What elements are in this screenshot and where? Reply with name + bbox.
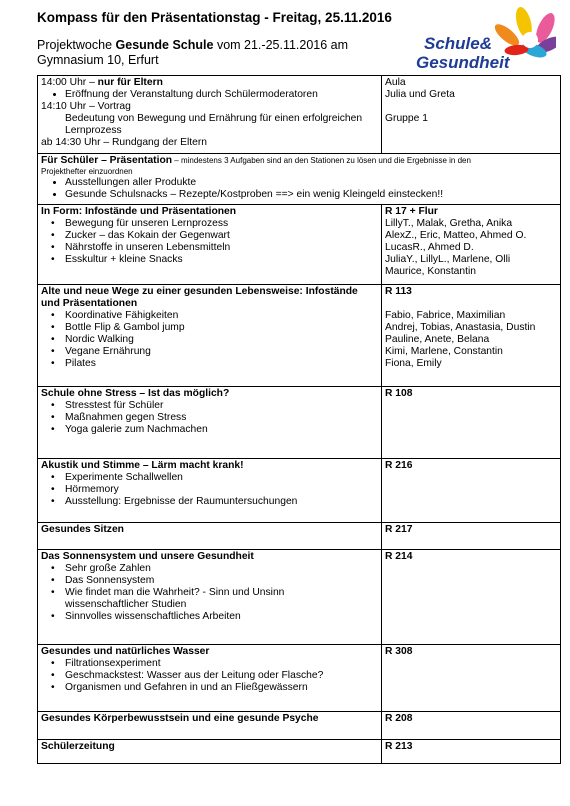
room-label: R 108 <box>385 387 413 399</box>
table-cell <box>382 76 561 154</box>
bullet-list <box>41 177 557 201</box>
section-title: Gesundes und natürliches Wasser <box>41 645 210 657</box>
table-row <box>38 76 561 154</box>
section-title: Alte und neue Wege zu einer gesunden Lebensweise: Infostände <box>41 285 358 297</box>
table-cell <box>38 284 382 386</box>
time-audience: nur für Eltern <box>97 77 163 88</box>
logo-text-gesundheit: Gesundheit <box>416 53 510 72</box>
table-cell <box>382 711 561 739</box>
time-entry: 14:10 Uhr – Vortrag <box>41 101 131 113</box>
table-row <box>38 284 561 386</box>
list-item-text: Wie findet man die Wahrheit? - Sinn und Unsinn <box>65 587 285 599</box>
time-text: 14:00 Uhr – <box>41 77 98 88</box>
table-cell <box>38 76 382 154</box>
table-row <box>38 386 561 458</box>
list-item: • Zucker – das Kokain der Gegenwart <box>65 230 378 242</box>
room-label: R 208 <box>385 712 413 724</box>
table-cell <box>382 739 561 763</box>
subtitle-project-name: Gesunde Schule <box>115 38 214 52</box>
list-item: • Nährstoffe in unseren Lebensmitteln <box>65 242 378 254</box>
spacer <box>385 101 557 113</box>
schule-gesundheit-logo <box>416 6 556 80</box>
talk-title-cont: Lernprozess <box>65 125 122 137</box>
table-cell <box>38 739 382 763</box>
time-entry <box>41 77 378 89</box>
presenter-names: Fabio, Fabrice, Maximilian <box>385 309 506 321</box>
list-item: • Sinnvolles wissenschaftliches Arbeiten <box>65 611 378 623</box>
bullet-list <box>41 400 378 436</box>
list-item: • Ausstellung: Ergebnisse der Raumuntersuchungen <box>65 496 378 508</box>
table-row <box>38 739 561 763</box>
table-row <box>38 458 561 522</box>
presenter-names: Pauline, Anete, Belana <box>385 334 490 346</box>
table-cell <box>382 644 561 711</box>
group-label: Gruppe 1 <box>385 113 428 125</box>
table-cell <box>382 522 561 549</box>
presenter-names: Kimi, Marlene, Constantin <box>385 346 503 358</box>
section-title: Gesundes Körperbewusstsein und eine gesunde Psyche <box>41 712 319 724</box>
list-item: • Pilates <box>65 358 378 370</box>
bullet-list <box>41 472 378 508</box>
room-label: R 113 <box>385 285 412 297</box>
list-item: • Koordinative Fähigkeiten <box>65 310 378 322</box>
presenter-names: LillyT., Malak, Gretha, Anika <box>385 217 513 229</box>
list-item: • Filtrationsexperiment <box>65 658 378 670</box>
section-title: Schülerzeitung <box>41 740 115 752</box>
table-cell <box>38 386 382 458</box>
list-item: • Gesunde Schulsnacks – Rezepte/Kostproben ==> ein wenig Kleingeld einstecken!! <box>65 189 557 201</box>
room-label: R 216 <box>385 459 413 471</box>
section-title-note: – mindestens 3 Aufgaben sind an den Stationen zu lösen und die Ergebnisse in den <box>172 155 471 165</box>
presenter-names: Fiona, Emily <box>385 358 442 370</box>
page-title: Kompass für den Präsentationstag - Freitag, 25.11.2016 <box>37 10 392 25</box>
table-cell <box>38 522 382 549</box>
subtitle-dates: vom 21.-25.11.2016 am <box>213 38 349 52</box>
presenter-names: AlexZ., Eric, Matteo, Ahmed O. <box>385 230 527 242</box>
presenter-names: Maurice, Konstantin <box>385 266 477 278</box>
list-item: • Geschmackstest: Wasser aus der Leitung oder Flasche? <box>65 670 378 682</box>
list-item: • Yoga galerie zum Nachmachen <box>65 424 378 436</box>
list-item: • Hörmemory <box>65 484 378 496</box>
subtitle-prefix: Projektwoche <box>37 38 116 52</box>
spacer <box>385 298 557 310</box>
section-title-cont: und Präsentationen <box>41 297 138 309</box>
table-cell <box>38 458 382 522</box>
list-item: • Organismen und Gefahren in und an Fließgewässern <box>65 682 378 694</box>
presenter-names: Andrej, Tobias, Anastasia, Dustin <box>385 322 536 334</box>
section-title <box>41 155 557 167</box>
section-title: Gesundes Sitzen <box>41 523 124 535</box>
list-item: • Bewegung für unseren Lernprozess <box>65 218 378 230</box>
bullet-list <box>41 310 378 370</box>
table-row <box>38 204 561 284</box>
list-item: • Eröffnung der Veranstaltung durch Schülermoderatoren <box>65 89 378 101</box>
list-item: • Stresstest für Schüler <box>65 400 378 412</box>
bullet-list <box>41 658 378 694</box>
time-entry: ab 14:30 Uhr – Rundgang der Eltern <box>41 137 208 149</box>
list-item-text-cont: wissenschaftlicher Studien <box>65 599 187 611</box>
table-row <box>38 549 561 644</box>
room-label: Aula <box>385 77 406 88</box>
logo-text-schule: Schule& <box>424 34 493 53</box>
list-item: • Esskultur + kleine Snacks <box>65 254 378 266</box>
schedule-table <box>37 75 561 764</box>
table-cell <box>382 204 561 284</box>
list-item: • Bottle Flip & Gambol jump <box>65 322 378 334</box>
table-row <box>38 522 561 549</box>
list-item: • Vegane Ernährung <box>65 346 378 358</box>
section-title-bold: Für Schüler – Präsentation <box>41 154 173 166</box>
table-row <box>38 644 561 711</box>
table-cell <box>382 284 561 386</box>
table-cell <box>38 644 382 711</box>
table-cell <box>382 549 561 644</box>
table-cell <box>382 458 561 522</box>
room-label: R 213 <box>385 740 413 752</box>
section-title: Schule ohne Stress – Ist das möglich? <box>41 387 230 399</box>
table-cell <box>38 549 382 644</box>
bullet-list <box>41 218 378 266</box>
section-title: In Form: Infostände und Präsentationen <box>41 205 237 217</box>
list-item: • Sehr große Zahlen <box>65 563 378 575</box>
presenter-names: Julia und Greta <box>385 89 455 101</box>
bullet-list <box>41 89 378 101</box>
section-title-note-cont: Projekthefter einzuordnen <box>41 166 133 176</box>
table-cell <box>38 204 382 284</box>
table-cell <box>38 711 382 739</box>
presenter-names: LucasR., Ahmed D. <box>385 242 474 254</box>
room-label: R 214 <box>385 550 413 562</box>
page-subtitle <box>37 38 397 68</box>
room-label: R 217 <box>385 523 413 535</box>
talk-title: Bedeutung von Bewegung und Ernährung für einen erfolgreichen <box>65 113 363 125</box>
room-label: R 17 + Flur <box>385 205 438 217</box>
list-item: • Experimente Schallwellen <box>65 472 378 484</box>
table-cell <box>38 153 561 204</box>
list-item: • Das Sonnensystem <box>65 575 378 587</box>
section-title: Akustik und Stimme – Lärm macht krank! <box>41 459 244 471</box>
subtitle-location: Gymnasium 10, Erfurt <box>37 53 159 67</box>
list-item: • Ausstellungen aller Produkte <box>65 177 557 189</box>
presenter-names: JuliaY., LillyL., Marlene, Olli <box>385 254 511 266</box>
table-row <box>38 153 561 204</box>
room-label: R 308 <box>385 645 413 657</box>
section-title: Das Sonnensystem und unsere Gesundheit <box>41 550 254 562</box>
list-item: • Maßnahmen gegen Stress <box>65 412 378 424</box>
list-item <box>65 587 378 611</box>
table-cell <box>382 386 561 458</box>
bullet-list <box>41 563 378 623</box>
list-item: • Nordic Walking <box>65 334 378 346</box>
table-row <box>38 711 561 739</box>
